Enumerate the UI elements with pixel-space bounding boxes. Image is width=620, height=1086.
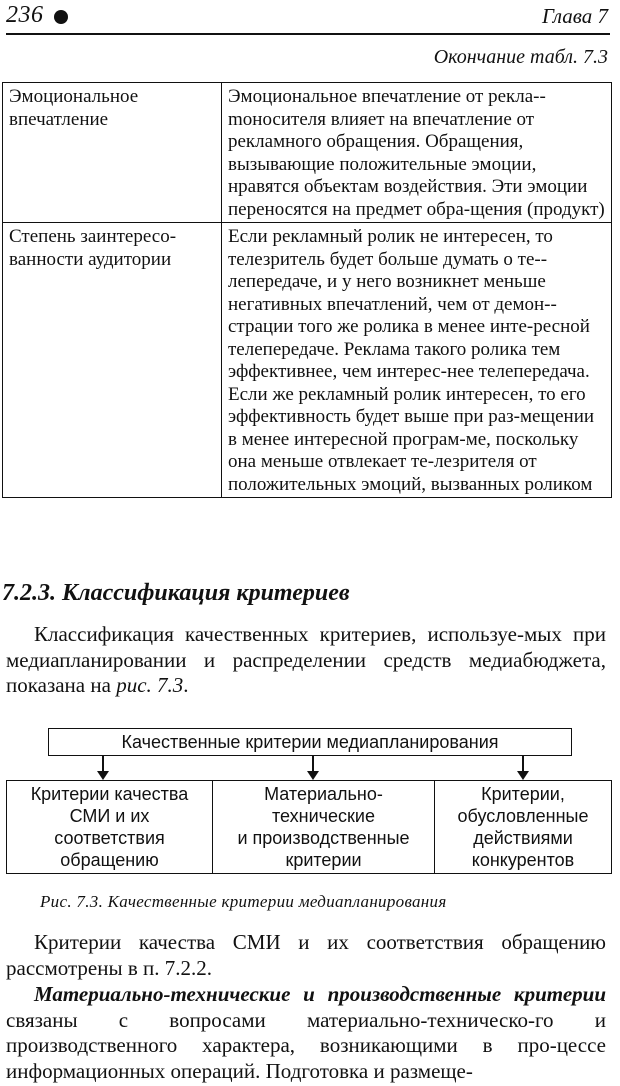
category-line: технические bbox=[272, 806, 375, 826]
table-caption: Окончание табл. 7.3 bbox=[433, 46, 608, 68]
table-row bbox=[3, 83, 612, 223]
arrow-down-icon bbox=[312, 756, 314, 772]
paragraph-classification bbox=[6, 622, 606, 699]
description-paragraph: Если же рекламный ролик интересен, то его эффективность будет выше при раз-мещении в менее интересной програм-ме, поскольку она меньше отвлекает те-лезрителя от положительных эмоций, вызванных роликом bbox=[228, 383, 595, 495]
criterion-line: Эмоциональное bbox=[9, 86, 139, 107]
arrow-down-icon bbox=[102, 756, 104, 772]
page-header bbox=[0, 0, 620, 40]
criterion-cell bbox=[3, 83, 222, 223]
description-cell bbox=[222, 223, 612, 498]
arrow-down-icon bbox=[522, 756, 524, 772]
bold-lead-term: Материально-технические и производственные критерии bbox=[34, 982, 606, 1006]
category-line: обращению bbox=[60, 850, 159, 870]
header-rule bbox=[6, 33, 610, 35]
figure-reference: рис. 7.3 bbox=[116, 673, 184, 697]
page-number: 236 bbox=[6, 2, 44, 28]
paragraph-text: Классификация качественных критериев, используе-мых при медиапланировании и распределении средств медиабюджета, показана на bbox=[6, 622, 606, 697]
category-line: Материально- bbox=[264, 784, 383, 804]
criterion-cell bbox=[3, 223, 222, 498]
paragraph-tail: . bbox=[183, 673, 189, 697]
category-line: обусловленные bbox=[457, 806, 589, 826]
category-line: и производственные bbox=[237, 828, 410, 848]
paragraph-technical-criteria bbox=[6, 982, 606, 1084]
criteria-diagram bbox=[0, 718, 620, 880]
category-box bbox=[7, 781, 213, 873]
category-line: СМИ и их bbox=[69, 806, 150, 826]
paragraph-quality-criteria bbox=[6, 930, 606, 981]
category-line: Критерии, bbox=[481, 784, 565, 804]
category-line: соответствия bbox=[54, 828, 165, 848]
figure-caption: Рис. 7.3. Качественные критерии медиапланирования bbox=[40, 892, 447, 911]
chapter-title: Глава 7 bbox=[542, 4, 608, 28]
paragraph-text: Критерии качества СМИ и их соответствия обращению рассмотрены в п. 7.2.2. bbox=[6, 930, 606, 980]
category-line: Критерии качества bbox=[30, 784, 189, 804]
section-heading: 7.2.3. Классификация критериев bbox=[2, 580, 350, 606]
category-box bbox=[435, 781, 611, 873]
category-line: критерии bbox=[285, 850, 362, 870]
description-paragraph: Эмоциональное впечатление от рекла-mоносителя влияет на впечатление от рекламного обращения. Обращения, вызывающие положительные эмоции, нравятся объектам воздействия. Эти эмоции переносятся на предмет обра-щения (продукт) bbox=[228, 86, 605, 220]
paragraph-text: связаны с вопросами материально-техническо-го и производственного характера, возникающими в про-цессе информационных операций. Подготовка и размеще- bbox=[6, 1007, 606, 1083]
diagram-root-box: Качественные критерии медиапланирования bbox=[48, 728, 572, 756]
criterion-line: ванности аудитории bbox=[9, 248, 172, 270]
criteria-table bbox=[2, 82, 612, 498]
criterion-line: Степень заинтересо- bbox=[9, 226, 177, 247]
description-paragraph: Если рекламный ролик не интересен, то телезритель будет больше думать о те-лепередаче, и у него возникнет меньше негативных впечатлений, чем от демон-страции того же ролика в менее инте-ресной телепередаче. Реклама такого ролика тем эффективнее, чем интерес-нее телепередача. bbox=[228, 226, 590, 382]
category-line: конкурентов bbox=[471, 850, 575, 870]
description-cell bbox=[222, 83, 612, 223]
diagram-categories bbox=[6, 780, 612, 874]
table-row bbox=[3, 223, 612, 498]
category-box bbox=[213, 781, 435, 873]
category-line: действиями bbox=[473, 828, 573, 848]
criterion-line: впечатление bbox=[9, 108, 109, 130]
bullet-dot bbox=[54, 10, 68, 24]
